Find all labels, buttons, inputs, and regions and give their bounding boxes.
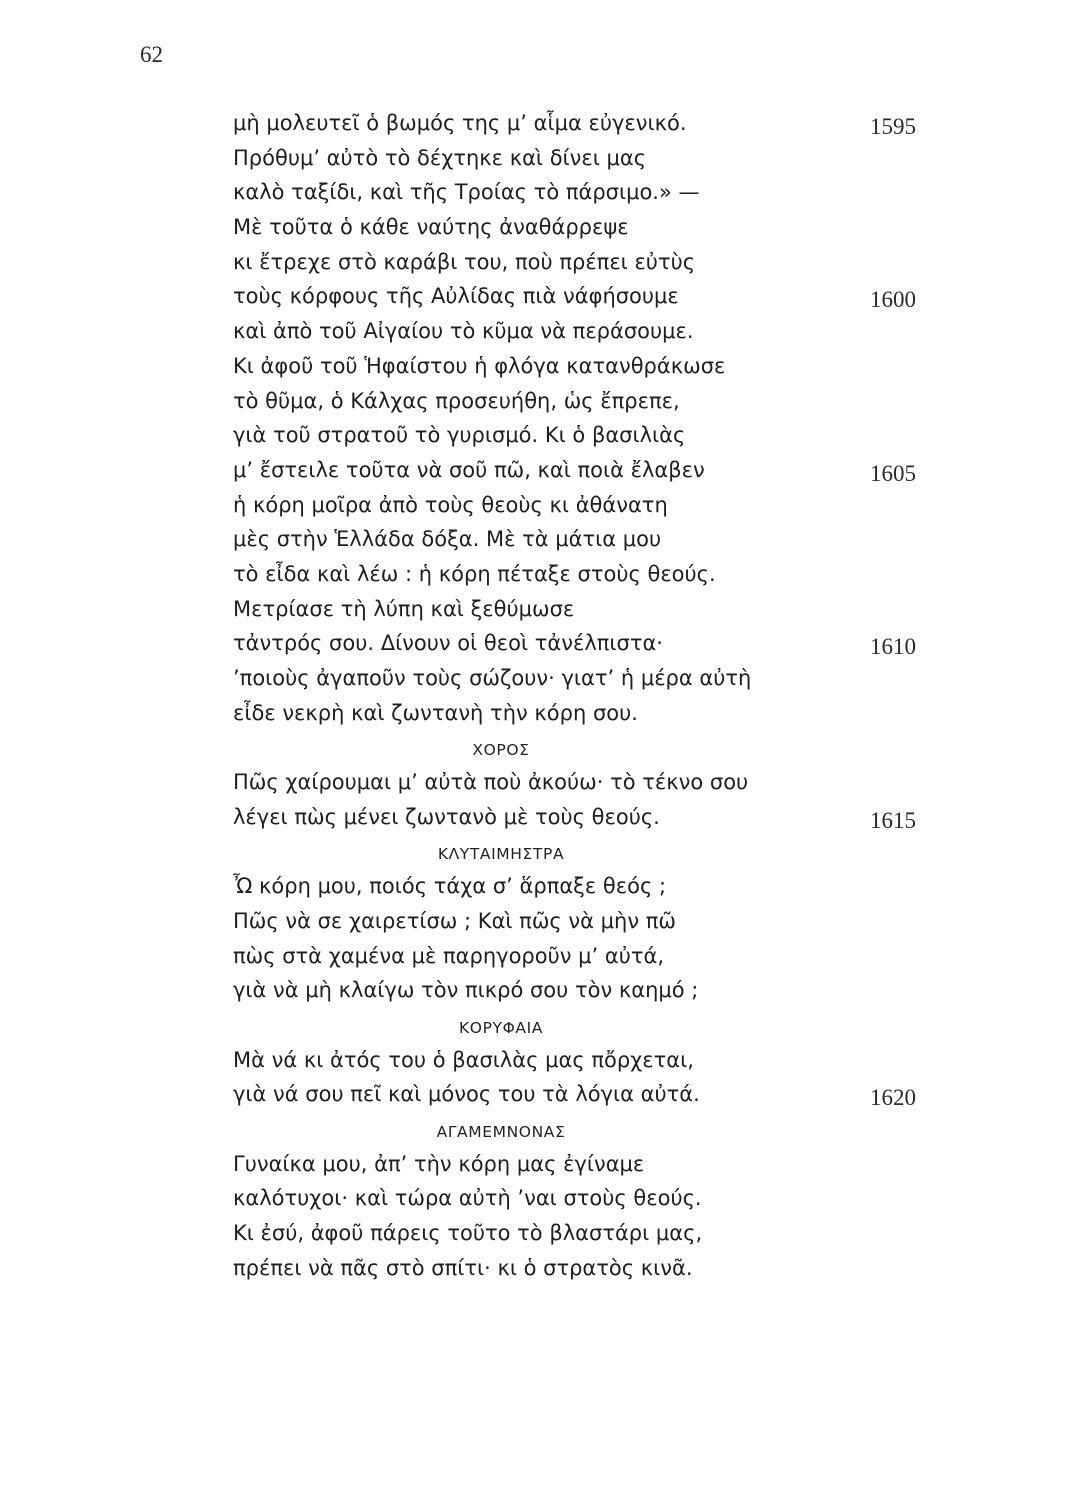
line-number: 1620 — [870, 1085, 916, 1111]
line-number: 1595 — [870, 114, 916, 139]
verse-row — [0, 1147, 1076, 1182]
speaker-row — [0, 1112, 1076, 1147]
verse-row — [0, 488, 1076, 523]
verse-row — [0, 210, 1076, 245]
speaker-name: ΚΟΡΥΦΑΙΑ — [459, 1018, 543, 1037]
verse-line: εἶδε νεκρὴ καὶ ζωντανὴ τὴν κόρη σου. — [233, 700, 638, 725]
verse-row — [0, 418, 1076, 453]
verse-line: Γυναίκα μου, ἀπ’ τὴν κόρη μας ἐγίναμε — [233, 1151, 645, 1176]
line-number: 1615 — [870, 807, 916, 833]
verse-row — [0, 175, 1076, 210]
verse-line: Μὲ τοῦτα ὁ κάθε ναύτης ἀναθάρρεψε — [233, 215, 629, 240]
verse-row — [0, 1251, 1076, 1286]
verse-row — [0, 765, 1076, 800]
speaker-row — [0, 1008, 1076, 1043]
verse-line: Κι ἀφοῦ τοῦ Ἡφαίστου ἡ φλόγα κατανθράκωσε — [233, 353, 726, 378]
verse-row — [0, 904, 1076, 939]
verse-row — [0, 349, 1076, 384]
verse-line: μὲς στὴν Ἑλλάδα δόξα. Μὲ τὰ μάτια μου — [233, 527, 662, 552]
verse-row — [0, 939, 1076, 974]
speaker-name: ΑΓΑΜΕΜΝΟΝΑΣ — [436, 1122, 566, 1141]
verse-line: Πῶς νὰ σε χαιρετίσω ; Καὶ πῶς νὰ μὴν πῶ — [233, 908, 676, 933]
speaker-name: ΧΟΡΟΣ — [472, 741, 530, 760]
speaker-row — [0, 730, 1076, 765]
verse-line: γιὰ τοῦ στρατοῦ τὸ γυρισμό. Κι ὁ βασιλιὰς — [233, 423, 686, 448]
verse-line: τὸ εἶδα καὶ λέω : ἡ κόρη πέταξε στοὺς θεούς. — [233, 561, 716, 586]
verse-line: λέγει πὼς μένει ζωντανὸ μὲ τοὺς θεούς. — [233, 804, 660, 829]
page-number: 62 — [140, 42, 163, 67]
verse-row — [0, 696, 1076, 731]
verse-row — [0, 661, 1076, 696]
verse-row — [0, 1077, 1076, 1112]
verse-row — [0, 1216, 1076, 1251]
verse-line: Κι ἐσύ, ἀφοῦ πάρεις τοῦτο τὸ βλαστάρι μας, — [233, 1221, 703, 1245]
verse-row — [0, 1181, 1076, 1216]
verse-row — [0, 279, 1076, 314]
verse-row — [0, 869, 1076, 904]
verse-line: μ’ ἔστειλε τοῦτα νὰ σοῦ πῶ, καὶ ποιὰ ἔλαβεν — [233, 457, 705, 482]
verse-row — [0, 800, 1076, 835]
verse-line: τὸ θῦμα, ὁ Κάλχας προσευήθη, ὡς ἔπρεπε, — [233, 388, 680, 413]
verse-line: ἡ κόρη μοῖρα ἀπὸ τοὺς θεοὺς κι ἀθάνατη — [233, 492, 668, 517]
verse-row — [0, 626, 1076, 661]
verse-row — [0, 106, 1076, 141]
verse-text — [0, 106, 1076, 1285]
verse-row — [0, 384, 1076, 419]
verse-row — [0, 245, 1076, 280]
verse-line: γιὰ νά σου πεῖ καὶ μόνος του τὰ λόγια αὐτά. — [233, 1082, 700, 1107]
verse-line: γιὰ νὰ μὴ κλαίγω τὸν πικρό σου τὸν καημό ; — [233, 978, 699, 1003]
verse-line: Πρόθυμ’ αὐτὸ τὸ δέχτηκε καὶ δίνει μας — [233, 145, 647, 170]
verse-line: τἀντρός σου. Δίνουν οἱ θεοὶ τἀνέλπιστα· — [233, 631, 663, 656]
verse-line: καλότυχοι· καὶ τώρα αὐτὴ ’ναι στοὺς θεούς. — [233, 1186, 702, 1211]
verse-line: κι ἔτρεχε στὸ καράβι του, ποὺ πρέπει εὐτὺς — [233, 249, 696, 274]
verse-line: καλὸ ταξίδι, καὶ τῆς Τροίας τὸ πάρσιμο.» — — [233, 180, 700, 205]
verse-line: πὼς στὰ χαμένα μὲ παρηγοροῦν μ’ αὐτά, — [233, 943, 665, 968]
verse-row — [0, 557, 1076, 592]
verse-row — [0, 314, 1076, 349]
verse-row — [0, 973, 1076, 1008]
line-number: 1610 — [870, 634, 916, 660]
verse-row — [0, 522, 1076, 557]
verse-line: μὴ μολευτεῖ ὁ βωμός της μ’ αἷμα εὐγενικό. — [233, 111, 687, 135]
verse-row — [0, 141, 1076, 176]
verse-line: καὶ ἀπὸ τοῦ Αἰγαίου τὸ κῦμα νὰ περάσουμε. — [233, 319, 694, 344]
verse-line: πρέπει νὰ πᾶς στὸ σπίτι· κι ὁ στρατὸς κινᾶ. — [233, 1255, 693, 1280]
verse-row — [0, 592, 1076, 627]
verse-line: τοὺς κόρφους τῆς Αὐλίδας πιὰ νάφήσουμε — [233, 284, 679, 309]
verse-line: Πῶς χαίρουμαι μ’ αὐτὰ ποὺ ἀκούω· τὸ τέκνο σου — [233, 770, 749, 795]
speaker-row — [0, 834, 1076, 869]
verse-row — [0, 453, 1076, 488]
line-number: 1605 — [870, 460, 916, 486]
verse-row — [0, 1043, 1076, 1078]
verse-line: Ὦ κόρη μου, ποιός τάχα σ’ ἅρπαξε θεός ; — [233, 874, 667, 899]
verse-line: Μετρίασε τὴ λύπη καὶ ξεθύμωσε — [233, 596, 575, 621]
verse-line: ’ποιοὺς ἀγαποῦν τοὺς σώζουν· γιατ’ ἡ μέρα αὐτὴ — [233, 666, 752, 690]
speaker-name: ΚΛΥΤΑΙΜΗΣΤΡΑ — [437, 845, 565, 864]
line-number: 1600 — [870, 287, 916, 313]
verse-line: Μὰ νά κι ἀτός του ὁ βασιλὰς μας πὄρχεται, — [233, 1047, 694, 1072]
